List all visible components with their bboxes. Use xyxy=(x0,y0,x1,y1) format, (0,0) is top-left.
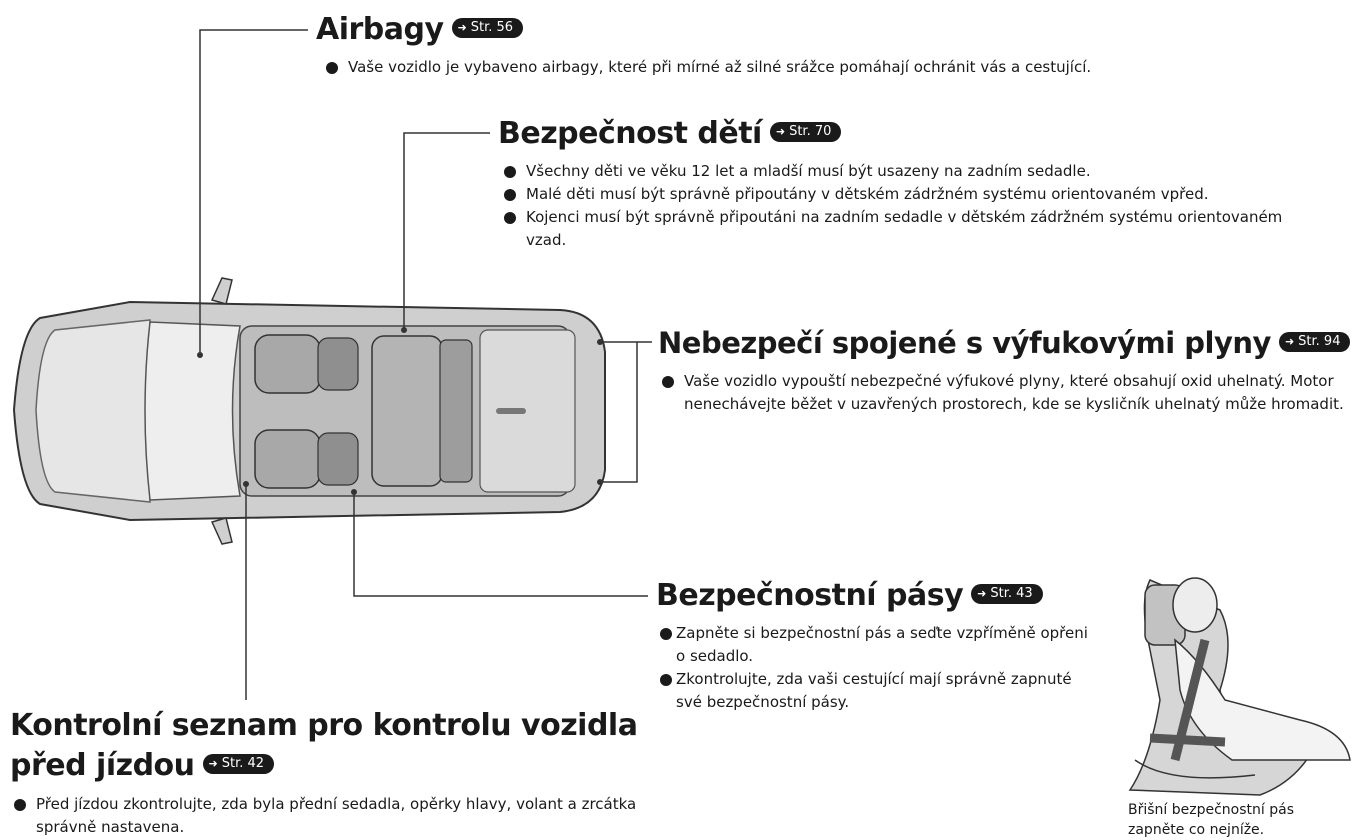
list-item: Kojenci musí být správně připoutáni na zadním sedadle v dětském zádržném systému orientovaném vzad. xyxy=(504,206,1286,252)
bullet-dot-icon xyxy=(14,799,26,811)
seatbelts-bullets xyxy=(660,622,1100,714)
bullet-dot-icon xyxy=(660,674,672,686)
child-safety-heading xyxy=(498,116,841,152)
seatbelts-page-ref: Str. 43 xyxy=(990,585,1033,601)
list-item: Před jízdou zkontrolujte, zda byla přední sedadla, opěrky hlavy, volant a zrcátka správně nastavena. xyxy=(14,793,654,839)
bullet-dot-icon xyxy=(660,628,672,640)
child-safety-page-ref-button[interactable] xyxy=(770,122,842,142)
seatbelts-title: Bezpečnostní pásy xyxy=(656,578,964,613)
airbags-page-ref-button[interactable] xyxy=(452,18,524,38)
bullet-dot-icon xyxy=(326,62,338,74)
bullet-dot-icon xyxy=(662,376,674,388)
child-safety-bullets xyxy=(504,160,1324,252)
airbags-heading xyxy=(316,12,523,48)
car-top-view-illustration xyxy=(14,278,605,544)
list-item: Vaše vozidlo je vybaveno airbagy, které při mírné až silné srážce pomáhají ochránit vás a cestující. xyxy=(326,56,1326,79)
arrow-right-icon: ➜ xyxy=(775,124,786,138)
exhaust-page-ref: Str. 94 xyxy=(1298,334,1341,349)
exhaust-title: Nebezpečí spojené s výfukovými plyny xyxy=(658,326,1271,360)
checklist-page-ref: Str. 42 xyxy=(221,755,265,771)
child-safety-title: Bezpečnost dětí xyxy=(498,116,762,151)
checklist-bullets xyxy=(14,793,654,839)
list-item: Zkontrolujte, zda vaši cestující mají správně zapnuté své bezpečnostní pásy. xyxy=(660,668,1100,714)
exhaust-page-ref-button[interactable] xyxy=(1279,332,1351,352)
checklist-heading xyxy=(10,706,637,786)
seatbelt-illustration-caption: Břišní bezpečnostní pás zapněte co nejníže. xyxy=(1128,802,1294,838)
seatbelts-heading xyxy=(656,578,1043,614)
arrow-right-icon: ➜ xyxy=(977,586,987,600)
list-item: Malé děti musí být správně připoutány v dětském zádržném systému orientovaném vpřed. xyxy=(504,183,1324,206)
exhaust-heading xyxy=(658,325,1350,361)
airbags-page-ref: Str. 56 xyxy=(470,19,514,35)
airbags-title: Airbagy xyxy=(316,12,444,47)
checklist-page-ref-button[interactable] xyxy=(203,754,275,774)
bullet-dot-icon xyxy=(504,189,516,201)
seated-person-illustration xyxy=(1130,578,1350,795)
checklist-title-line1: Kontrolní seznam pro kontrolu vozidla xyxy=(10,708,638,743)
bullet-dot-icon xyxy=(504,166,516,178)
bullet-dot-icon xyxy=(504,212,516,224)
airbags-bullets xyxy=(326,56,1326,79)
exhaust-bullets xyxy=(662,370,1352,416)
arrow-right-icon: ➜ xyxy=(1284,335,1295,348)
child-safety-page-ref: Str. 70 xyxy=(789,123,832,139)
list-item: Zapněte si bezpečnostní pás a seďte vzpříměně opřeni o sedadlo. xyxy=(660,622,1100,668)
checklist-title-line2: před jízdou xyxy=(10,748,195,783)
list-item: Vaše vozidlo vypouští nebezpečné výfukové plyny, které obsahují oxid uhelnatý. Motor nenechávejte běžet v uzavřených prostorech, kde se kysličník uhelnatý může hromadit. xyxy=(662,370,1352,416)
list-item: Všechny děti ve věku 12 let a mladší musí být usazeny na zadním sedadle. xyxy=(504,160,1324,183)
arrow-right-icon: ➜ xyxy=(457,20,467,34)
seatbelts-page-ref-button[interactable] xyxy=(971,584,1043,604)
arrow-right-icon: ➜ xyxy=(208,756,218,770)
